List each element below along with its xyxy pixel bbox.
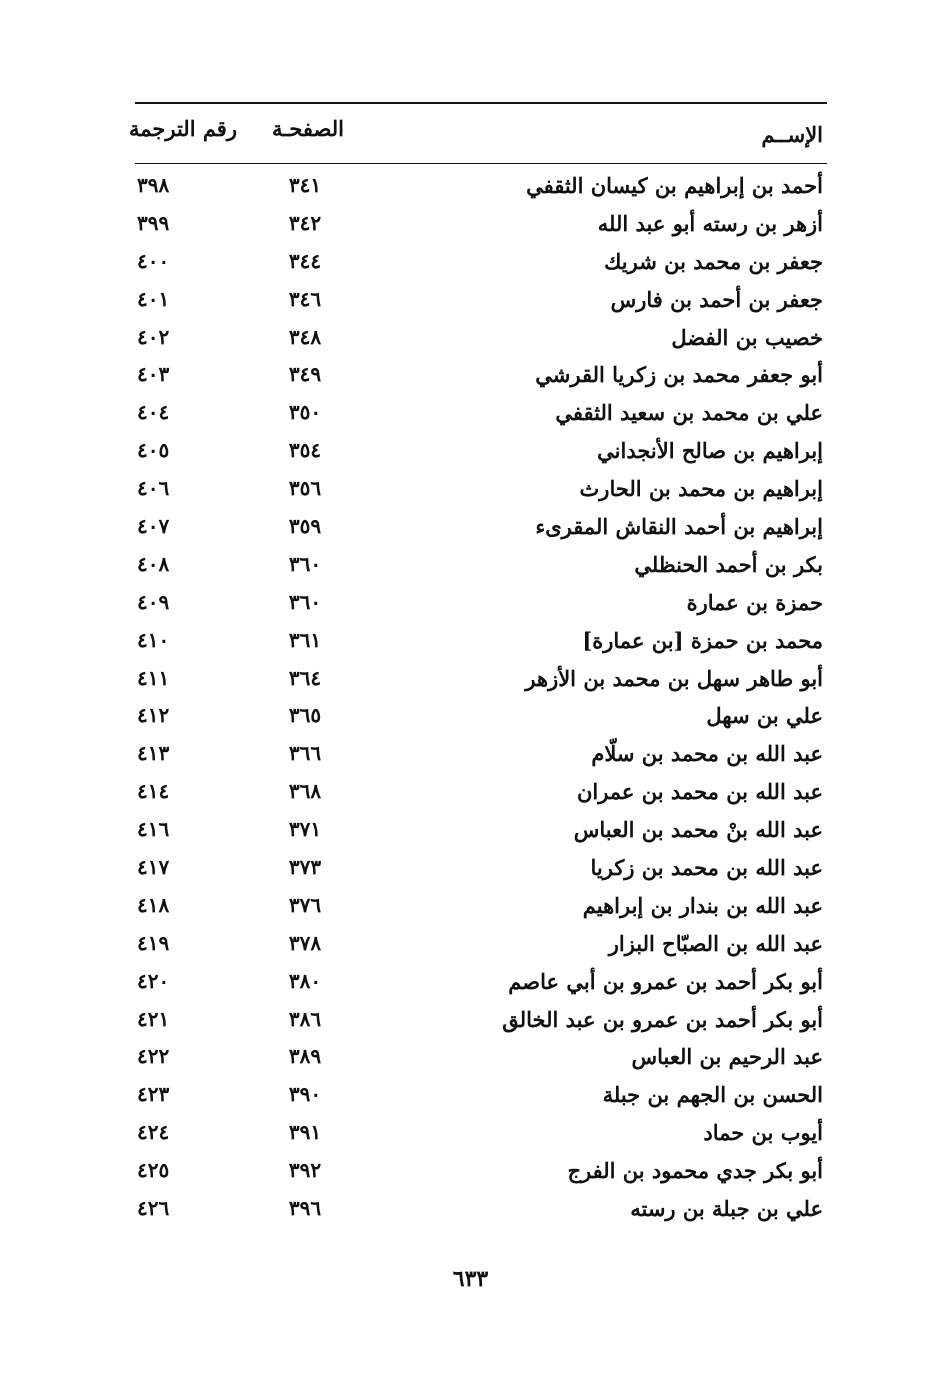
- row-name: جعفر بن محمد بن شريك: [604, 248, 823, 274]
- row-page: ٣٧١: [288, 817, 322, 842]
- row-name: إبراهيم بن أحمد النقاش المقرىء: [535, 514, 823, 540]
- row-entry-number: ٤١٠: [137, 627, 170, 652]
- table-row: [135, 887, 827, 925]
- row-page: ٣٦٠: [288, 589, 322, 614]
- table-row: [135, 773, 827, 811]
- row-name: أبو بكر أحمد بن عمرو بن عبد الخالق: [502, 1006, 823, 1032]
- header-rule: [135, 163, 827, 164]
- row-entry-number: ٤٢٢: [137, 1044, 170, 1069]
- header-name-label: الإســم: [761, 122, 823, 147]
- row-name: أبو بكر جدي محمود بن الفرج: [567, 1158, 823, 1184]
- row-page: ٣٩٢: [288, 1158, 322, 1183]
- row-name: حمزة بن عمارة: [686, 589, 823, 615]
- table-row: [135, 470, 827, 508]
- row-entry-number: ٤١٣: [137, 741, 170, 766]
- row-entry-number: ٤٠٧: [137, 514, 170, 539]
- row-name: خصيب بن الفضل: [671, 324, 823, 350]
- table-row: [135, 584, 827, 622]
- index-table: [135, 167, 827, 1228]
- row-entry-number: ٤٠٥: [137, 438, 170, 463]
- row-page: ٣٥٦: [288, 476, 322, 501]
- row-entry-number: ٤٢٥: [137, 1158, 170, 1183]
- table-row: [135, 508, 827, 546]
- row-name: عبد الله بن محمد بن زكريا: [590, 855, 823, 881]
- table-row: [135, 849, 827, 887]
- table-row: [135, 697, 827, 735]
- row-entry-number: ٤٠١: [137, 286, 170, 311]
- row-name: علي بن جبلة بن رسته: [630, 1196, 823, 1222]
- row-entry-number: ٤٢٣: [137, 1082, 170, 1107]
- table-row: [135, 963, 827, 1001]
- row-page: ٣٧٦: [288, 892, 322, 917]
- table-row: [135, 432, 827, 470]
- row-name: إبراهيم بن صالح الأنجداني: [597, 438, 823, 464]
- row-page: ٣٤١: [288, 173, 322, 197]
- row-name: بكر بن أحمد الحنظلي: [634, 551, 823, 577]
- table-row: [135, 1190, 827, 1228]
- row-name: أبو طاهر سهل بن محمد بن الأزهر: [525, 665, 823, 691]
- row-entry-number: ٤٠٤: [137, 400, 170, 425]
- row-name: عبد الله بنْ محمد بن العباس: [573, 817, 823, 843]
- row-entry-number: ٤٠٠: [137, 248, 170, 273]
- row-entry-number: ٤٠٦: [137, 476, 170, 501]
- row-page: ٣٦٤: [288, 665, 322, 690]
- row-entry-number: ٤٠٩: [137, 589, 170, 614]
- row-page: ٣٥٤: [288, 438, 322, 463]
- row-page: ٣٦٦: [288, 741, 322, 766]
- table-row: [135, 281, 827, 319]
- top-rule: [135, 102, 827, 104]
- row-page: ٣٤٦: [288, 286, 322, 311]
- row-entry-number: ٤١٧: [137, 855, 170, 880]
- row-entry-number: ٤١٩: [137, 930, 170, 955]
- table-row: [135, 356, 827, 394]
- row-page: ٣٩٦: [288, 1196, 322, 1221]
- row-entry-number: ٤٢١: [137, 1006, 170, 1031]
- row-name: أزهر بن رسته أبو عبد الله: [597, 210, 823, 236]
- row-page: ٣٥٠: [288, 400, 322, 425]
- row-name: جعفر بن أحمد بن فارس: [610, 286, 823, 312]
- row-entry-number: ٤٠٣: [137, 362, 170, 387]
- row-name: أبو بكر أحمد بن عمرو بن أبي عاصم: [508, 968, 823, 994]
- table-row: [135, 319, 827, 357]
- table-row: [135, 205, 827, 243]
- row-page: ٣٦١: [288, 627, 322, 652]
- row-name: عبد الله بن محمد بن سلّام: [591, 741, 823, 767]
- row-page: ٣٨٠: [288, 968, 322, 993]
- row-name: أبو جعفر محمد بن زكريا القرشي: [535, 362, 823, 388]
- row-entry-number: ٤٢٠: [137, 968, 170, 993]
- row-page: ٣٩١: [288, 1120, 322, 1145]
- row-page: ٣٤٢: [288, 210, 322, 235]
- table-row: [135, 1114, 827, 1152]
- page-number: ٦٣٣: [452, 1266, 489, 1292]
- row-page: ٣٨٩: [288, 1044, 322, 1069]
- row-name: عبد الله بن بندار بن إبراهيم: [582, 892, 823, 918]
- table-row: [135, 925, 827, 963]
- table-row: [135, 1001, 827, 1039]
- row-entry-number: ٤٠٨: [137, 551, 170, 576]
- row-name: الحسن بن الجهم بن جبلة: [602, 1082, 823, 1108]
- table-row: [135, 660, 827, 698]
- row-name: أيوب بن حماد: [703, 1120, 823, 1146]
- row-entry-number: ٤١٨: [137, 892, 170, 917]
- row-entry-number: ٣٩٨: [137, 173, 170, 197]
- table-row: [135, 1152, 827, 1190]
- table-row: [135, 546, 827, 584]
- row-page: ٣٦٨: [288, 779, 322, 804]
- row-name: عبد الرحيم بن العباس: [631, 1044, 823, 1070]
- row-name: علي بن سهل: [706, 703, 823, 729]
- row-page: ٣٦٠: [288, 551, 322, 576]
- row-page: ٣٩٠: [288, 1082, 322, 1107]
- row-name: محمد بن حمزة [بن عمارة]: [582, 627, 823, 653]
- table-row: [135, 394, 827, 432]
- row-name: أحمد بن إبراهيم بن كيسان الثقفي: [526, 173, 823, 198]
- row-page: ٣٧٨: [288, 930, 322, 955]
- row-entry-number: ٤٢٤: [137, 1120, 170, 1145]
- table-row: [135, 735, 827, 773]
- table-row: [135, 622, 827, 660]
- row-page: ٣٨٦: [288, 1006, 322, 1031]
- row-page: ٣٤٤: [288, 248, 322, 273]
- table-row: [135, 1076, 827, 1114]
- row-entry-number: ٤١٦: [137, 817, 170, 842]
- header-entry-label: رقم الترجمة: [128, 116, 237, 141]
- table-row: [135, 811, 827, 849]
- row-entry-number: ٤١١: [137, 665, 170, 690]
- row-page: ٣٤٩: [288, 362, 322, 387]
- row-name: عبد الله بن محمد بن عمران: [576, 779, 823, 805]
- row-name: إبراهيم بن محمد بن الحارث: [579, 476, 823, 502]
- row-page: ٣٥٩: [288, 514, 322, 539]
- row-entry-number: ٤١٢: [137, 703, 170, 728]
- row-page: ٣٦٥: [288, 703, 322, 728]
- row-entry-number: ٤٠٢: [137, 324, 170, 349]
- row-entry-number: ٣٩٩: [137, 210, 170, 235]
- row-page: ٣٤٨: [288, 324, 322, 349]
- row-name: علي بن محمد بن سعيد الثقفي: [555, 400, 823, 426]
- header-page-label: الصفحـة: [271, 116, 345, 141]
- table-row: [135, 243, 827, 281]
- row-entry-number: ٤٢٦: [137, 1196, 170, 1221]
- table-row: [135, 167, 827, 205]
- table-row: [135, 1038, 827, 1076]
- row-name: عبد الله بن الصبّاح البزار: [608, 930, 823, 956]
- row-entry-number: ٤١٤: [137, 779, 170, 804]
- row-page: ٣٧٣: [288, 855, 322, 880]
